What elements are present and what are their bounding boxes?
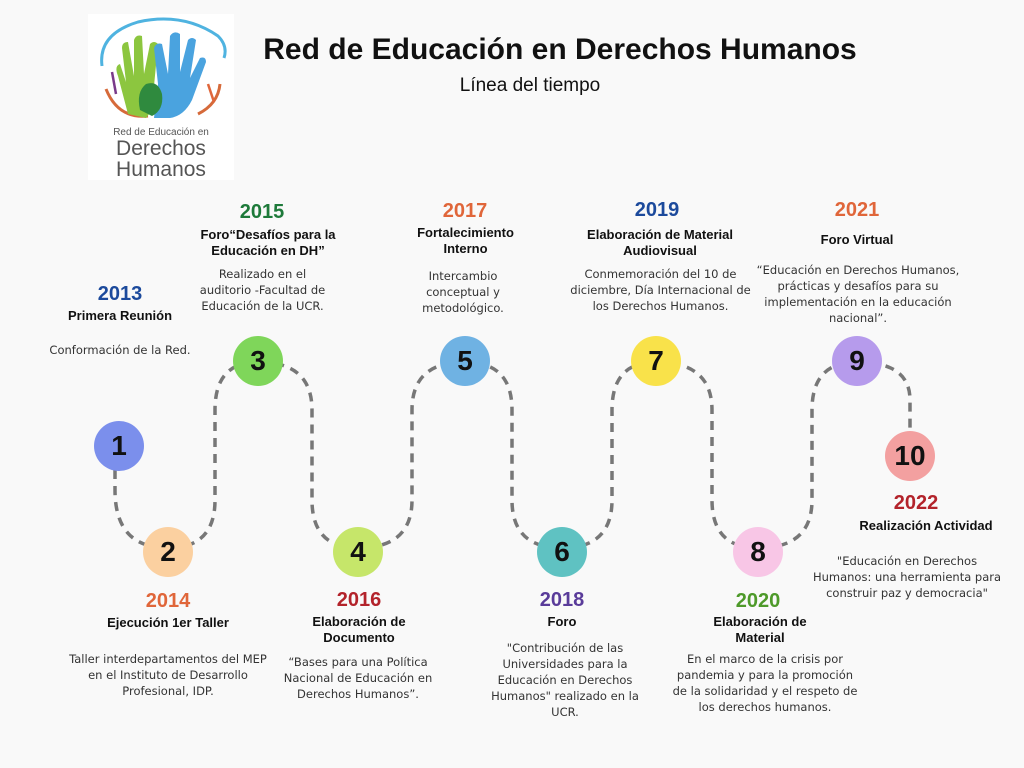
event-title-7: Elaboración de Material Audiovisual — [587, 227, 733, 258]
event-year-8: 2020 — [735, 590, 781, 612]
event-year-2: 2014 — [145, 590, 191, 612]
event-description-7: Conmemoración del 10 de diciembre, Día Internacional de los Derechos Humanos. — [570, 267, 751, 313]
event-year-7: 2019 — [634, 199, 680, 221]
event-year-10: 2022 — [893, 492, 939, 514]
event-year-4: 2016 — [336, 589, 382, 611]
timeline-node-5: 5 — [440, 336, 490, 386]
event-year-1: 2013 — [97, 283, 143, 305]
timeline-node-4: 4 — [333, 527, 383, 577]
page-subtitle: Línea del tiempo — [459, 75, 601, 96]
timeline-node-3: 3 — [233, 336, 283, 386]
timeline-node-2: 2 — [143, 527, 193, 577]
event-year-3: 2015 — [239, 201, 285, 223]
event-title-9: Foro Virtual — [820, 232, 894, 247]
event-description-4: “Bases para una Política Nacional de Educación en Derechos Humanos”. — [283, 655, 433, 701]
timeline-node-7: 7 — [631, 336, 681, 386]
event-description-9: “Educación en Derechos Humanos, prácticas y desafíos para su implementación en la educación nacional”. — [756, 263, 960, 325]
logo-text-derechos: Derechos — [116, 137, 206, 160]
event-title-2: Ejecución 1er Taller — [107, 615, 229, 630]
timeline-node-9: 9 — [832, 336, 882, 386]
event-year-5: 2017 — [442, 200, 488, 222]
event-title-10: Realización Actividad — [859, 518, 993, 533]
logo-text-humanos: Humanos — [116, 158, 206, 181]
event-description-5: Intercambio conceptual y metodológico. — [422, 269, 504, 315]
event-title-3: Foro“Desafíos para la Educación en DH” — [200, 227, 336, 258]
timeline-node-6: 6 — [537, 527, 587, 577]
event-description-6: "Contribución de las Universidades para la Educación en Derechos Humanos" realizado en la UCR. — [491, 641, 639, 719]
logo-text-line1: Red de Educación en — [113, 127, 209, 138]
page-title: Red de Educación en Derechos Humanos — [263, 33, 857, 66]
dashed-connector — [115, 362, 910, 548]
event-title-8: Elaboración de Material — [713, 614, 807, 645]
event-year-6: 2018 — [539, 589, 585, 611]
event-title-1: Primera Reunión — [67, 308, 173, 323]
timeline-node-10: 10 — [885, 431, 935, 481]
event-title-5: Fortalecimiento Interno — [417, 225, 514, 256]
timeline-node-8: 8 — [733, 527, 783, 577]
event-description-10: "Educación en Derechos Humanos: una herramienta para construir paz y democracia" — [812, 554, 1002, 600]
event-description-2: Taller interdepartamentos del MEP en el Instituto de Desarrollo Profesional, IDP. — [69, 652, 267, 698]
event-year-9: 2021 — [834, 199, 880, 221]
event-description-8: En el marco de la crisis por pandemia y para la promoción de la solidaridad y el respeto de los derechos humanos. — [672, 652, 858, 714]
event-description-1: Conformación de la Red. — [49, 343, 191, 357]
event-title-4: Elaboración de Documento — [312, 614, 406, 645]
timeline-node-1: 1 — [94, 421, 144, 471]
event-description-3: Realizado en el auditorio -Facultad de Educación de la UCR. — [199, 267, 326, 313]
event-title-6: Foro — [547, 614, 577, 629]
